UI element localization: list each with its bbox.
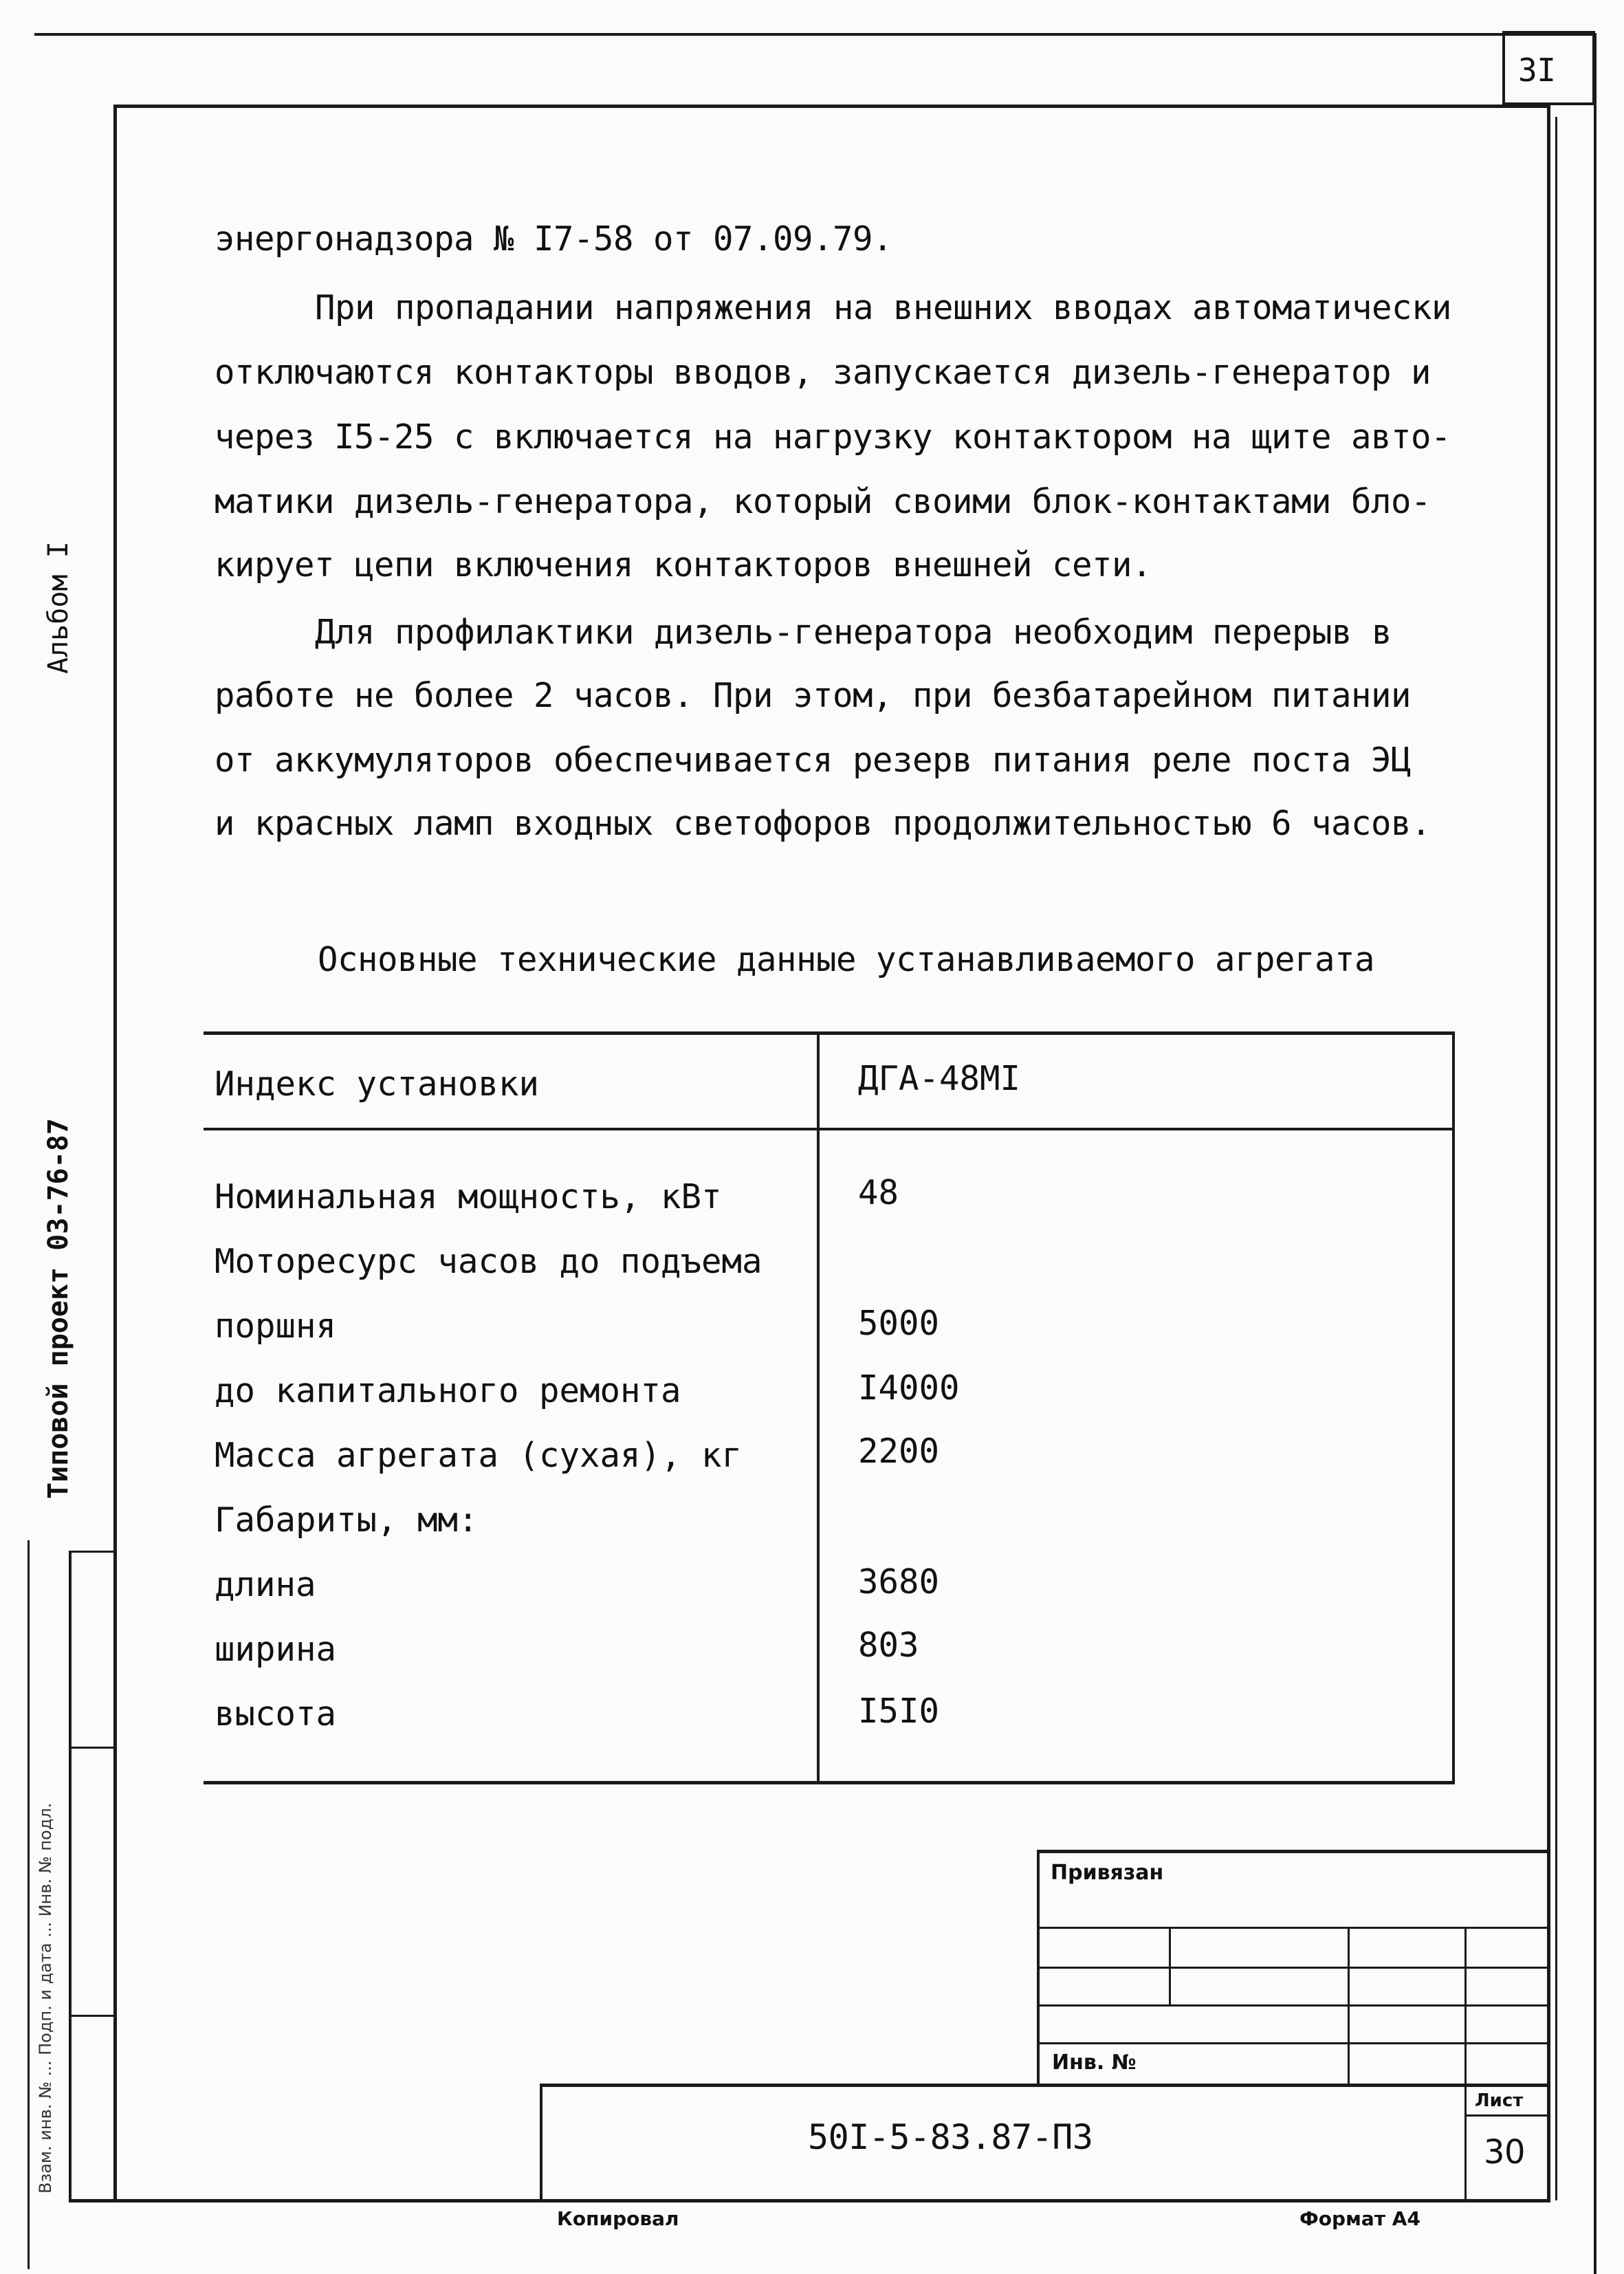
stamp-list-value: 30 [1484,2133,1526,2172]
table-row-label: высота [215,1694,337,1734]
table-row-value: 5000 [858,1304,940,1343]
table-row-value: 2200 [858,1432,940,1471]
table-bottom-rule [204,1781,1455,1784]
table-row-value: I4000 [858,1368,960,1408]
table-row-label: Моторесурс часов до подъема [215,1242,762,1281]
table-row-value: I5I0 [858,1692,940,1731]
table-right-edge [1452,1031,1455,1784]
margin-stamp-divider [69,2015,116,2017]
para3-line2: работе не более 2 часов. При этом, при безбатарейном питании [215,676,1412,715]
stamp-main-left [540,2084,542,2200]
para3-line4: и красных ламп входных светофоров продолжительностью 6 часов. [215,804,1431,843]
stamp-grid-row [1037,2042,1549,2044]
table-row-label: ширина [215,1630,337,1669]
para2-line1: При пропадании напряжения на внешних вводах автоматически [315,288,1452,327]
frame-bottom [69,2199,1550,2202]
table-header-param: Индекс установки [215,1064,540,1104]
frame-left [113,105,117,2202]
stamp-main-top [540,2084,1550,2087]
para3-line1: Для профилактики дизель-генератора необходим перерыв в [315,613,1392,652]
table-col-divider [817,1031,820,1784]
footer-format: Формат А4 [1299,2207,1420,2230]
para2-line2: отключаются контакторы вводов, запускается дизель-генератор и [215,353,1431,392]
table-row-value: 48 [858,1173,899,1212]
album-label: Альбом I [43,541,74,674]
margin-stamp-divider [69,1551,116,1553]
margin-stamp-col [28,1540,30,2269]
stamp-inv-label: Инв. № [1052,2051,1137,2075]
para2-line4: матики дизель-генератора, который своими блок-контактами бло- [215,482,1431,521]
stamp-grid-col [1464,1927,1467,2202]
frame-right [1547,105,1550,2202]
table-top-rule [204,1031,1455,1035]
table-row-label: поршня [215,1307,337,1346]
table-row-value: 803 [858,1626,919,1665]
stamp-privyazan-top [1037,1850,1549,1853]
page-number: 3I [1518,52,1556,89]
table-row-label: Масса агрегата (сухая), кг [215,1436,743,1475]
stamp-list-row [1464,2114,1550,2117]
stamp-privyazan-label: Привязан [1051,1861,1164,1885]
stamp-grid-col [1169,1927,1171,2006]
margin-stamp-left [69,1551,72,2202]
frame-top [113,105,1550,108]
footer-copied: Копировал [557,2207,679,2230]
stamp-grid-col [1348,1927,1350,2085]
stamp-grid-row [1037,2004,1549,2007]
stamp-list-label: Лист [1475,2090,1524,2111]
table-row-label: до капитального ремонта [215,1371,681,1410]
table-row-label: Габариты, мм: [215,1500,479,1540]
table-header-rule [204,1128,1455,1130]
table-row-label: Номинальная мощность, кВт [215,1177,722,1216]
margin-stamp-divider [69,1747,116,1749]
project-label: Типовой проект 03-76-87 [43,1118,74,1499]
stamp-grid-row [1037,1927,1549,1929]
table-row-value: 3680 [858,1562,940,1601]
table-row-label: длина [215,1565,316,1604]
right-rule [1594,33,1596,2274]
stamp-code: 50I-5-83.87-ПЗ [808,2117,1093,2157]
stamp-grid-row [1037,1967,1549,1969]
margin-stamp-text: Взам. инв. № ... Подп. и дата ... Инв. № подл. [36,1802,55,2194]
table-caption: Основные технические данные устанавливаемого агрегата [318,940,1375,979]
para2-line3: через I5-25 с включается на нагрузку контактором на щите авто- [215,417,1451,457]
body-line-1: энергонадзора № I7-58 от 07.09.79. [215,219,893,259]
frame-right-inner [1555,117,1557,2200]
para3-line3: от аккумуляторов обеспечивается резерв питания реле поста ЭЦ [215,741,1412,780]
table-header-value: ДГА-48МI [858,1059,1021,1098]
top-rule [34,33,1595,36]
para2-line5: кирует цепи включения контакторов внешней сети. [215,545,1152,584]
